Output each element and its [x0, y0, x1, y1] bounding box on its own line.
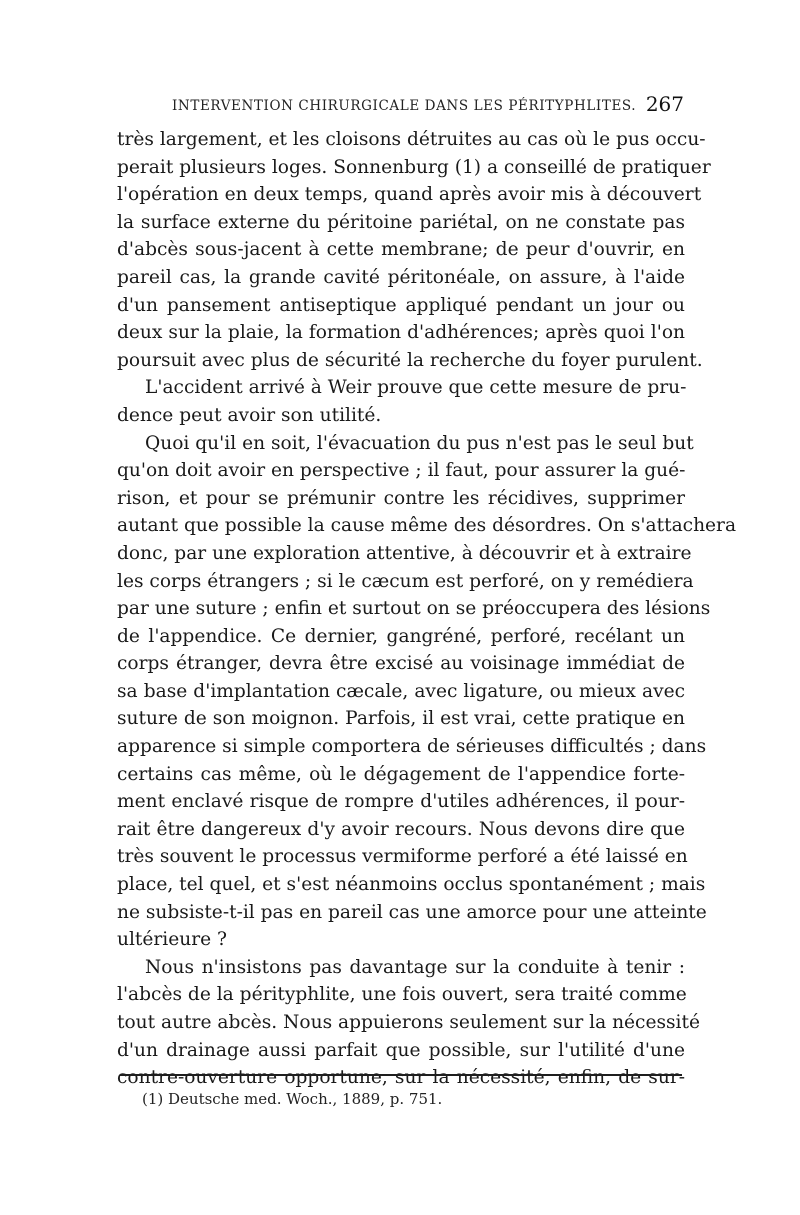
text-line: donc, par une exploration attentive, à découvrir et à extraire	[117, 542, 692, 564]
footnote-rule	[120, 1074, 682, 1076]
text-line: contre-ouverture opportune, sur la nécessité, enfin, de sur-	[117, 1067, 685, 1089]
text-line: perait plusieurs loges. Sonnenburg (1) a conseillé de pratiquer	[117, 156, 711, 178]
text-line: l'abcès de la pérityphlite, une fois ouvert, sera traité comme	[117, 984, 687, 1006]
text-line: corps étranger, devra être excisé au voisinage immédiat de	[117, 653, 685, 675]
text-line: poursuit avec plus de sécurité la recherche du foyer purulent.	[117, 349, 703, 371]
text-line: certains cas même, où le dégagement de l'appendice forte-	[117, 763, 685, 785]
page-number: 267	[645, 92, 684, 116]
text-line: par une suture ; enfin et surtout on se préoccupera des lésions	[117, 598, 711, 620]
text-line: Nous n'insistons pas davantage sur la conduite à tenir :	[145, 956, 685, 978]
running-head	[172, 92, 684, 122]
text-line: L'accident arrivé à Weir prouve que cette mesure de pru-	[145, 377, 687, 399]
text-line: qu'on doit avoir en perspective ; il faut, pour assurer la gué-	[117, 460, 686, 482]
text-line: Quoi qu'il en soit, l'évacuation du pus n'est pas le seul but	[145, 432, 694, 454]
text-line: place, tel quel, et s'est néanmoins occlus spontanément ; mais	[117, 874, 706, 896]
text-line: suture de son moignon. Parfois, il est vrai, cette pratique en	[117, 708, 685, 730]
running-title: INTERVENTION CHIRURGICALE DANS LES PÉRITYPHLITES.	[172, 98, 637, 114]
text-line: autant que possible la cause même des désordres. On s'attachera	[117, 515, 737, 537]
text-line: tout autre abcès. Nous appuierons seulement sur la nécessité	[117, 1012, 700, 1033]
text-line: rison, et pour se prémunir contre les récidives, supprimer	[117, 487, 685, 509]
text-line: d'un pansement antiseptique appliqué pendant un jour ou	[117, 294, 685, 316]
text-line: ultérieure ?	[117, 929, 227, 951]
text-line: sa base d'implantation cæcale, avec ligature, ou mieux avec	[117, 680, 685, 702]
text-line: la surface externe du péritoine pariétal, on ne constate pas	[117, 211, 685, 233]
text-line: les corps étrangers ; si le cæcum est perforé, on y remédiera	[117, 570, 694, 592]
text-line: d'un drainage aussi parfait que possible, sur l'utilité d'une	[117, 1039, 685, 1061]
text-line: très souvent le processus vermiforme perforé a été laissé en	[117, 846, 688, 868]
text-line: de l'appendice. Ce dernier, gangréné, perforé, recélant un	[117, 625, 685, 647]
footnote: (1) Deutsche med. Woch., 1889, p. 751.	[142, 1090, 443, 1108]
text-line: l'opération en deux temps, quand après avoir mis à découvert	[117, 184, 702, 206]
text-line: très largement, et les cloisons détruites au cas où le pus occu-	[117, 129, 706, 150]
text-line: deux sur la plaie, la formation d'adhérences; après quoi l'on	[117, 322, 685, 344]
text-line: d'abcès sous-jacent à cette membrane; de peur d'ouvrir, en	[117, 239, 685, 261]
text-line: apparence si simple comportera de sérieuses difficultés ; dans	[117, 736, 707, 758]
text-line: dence peut avoir son utilité.	[117, 404, 382, 426]
text-line: rait être dangereux d'y avoir recours. Nous devons dire que	[117, 818, 685, 840]
text-line: ne subsiste-t-il pas en pareil cas une amorce pour une atteinte	[117, 901, 707, 923]
body-text	[117, 126, 737, 1092]
text-line: ment enclavé risque de rompre d'utiles adhérences, il pour-	[117, 791, 685, 813]
text-line: pareil cas, la grande cavité péritonéale, on assure, à l'aide	[117, 266, 685, 288]
